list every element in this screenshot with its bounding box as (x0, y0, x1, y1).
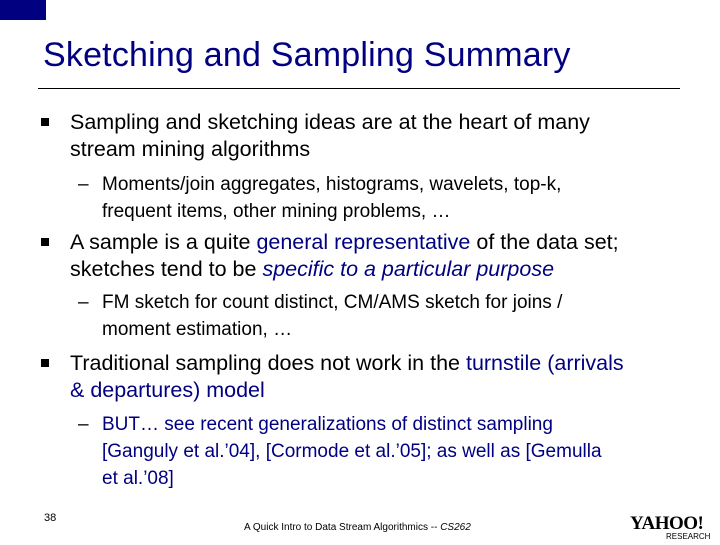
bullet-2-line-2 (70, 256, 710, 283)
sub-3-line-3: et al.’08] (102, 468, 174, 489)
square-bullet-icon (41, 359, 49, 367)
title-divider (38, 88, 680, 89)
page-number: 38 (44, 512, 57, 524)
bullet-2-text-c: sketches tend to be (70, 257, 263, 281)
bullet-2-text-a: A sample is a quite (70, 230, 257, 254)
sub-item-3 (78, 411, 702, 492)
highlight-specific-purpose: specific to a particular purpose (262, 257, 555, 281)
sub-1-line-2: frequent items, other mining problems, … (102, 201, 451, 222)
sub-2-line-2: moment estimation, … (102, 319, 293, 340)
bullet-3-text-a: Traditional sampling does not work in the (70, 351, 466, 375)
sub-3-line-2: [Ganguly et al.’04], [Cormode et al.’05]; as well as [Gemulla (102, 441, 602, 462)
sub-1-line-1: Moments/join aggregates, histograms, wavelets, top-k, (102, 174, 562, 195)
bullet-item-3 (70, 350, 710, 404)
footer-caption (244, 522, 471, 533)
sub-item-2 (78, 289, 702, 343)
dash-bullet-icon: – (78, 414, 89, 435)
bullet-1-line-2: stream mining algorithms (70, 137, 311, 161)
yahoo-research-logo (628, 512, 720, 540)
highlight-turnstile: turnstile (arrivals (465, 351, 624, 375)
bullet-2-text-b: of the data set; (470, 230, 619, 254)
sub-item-1 (78, 171, 702, 225)
square-bullet-icon (41, 118, 49, 126)
slide-title: Sketching and Sampling Summary (43, 36, 571, 74)
bullet-item-2 (70, 229, 710, 283)
bullet-3-line-1 (70, 350, 710, 377)
svg-text:RESEARCH: RESEARCH (666, 532, 711, 540)
dash-bullet-icon: – (78, 292, 89, 313)
bullet-item-1 (70, 109, 710, 163)
bullet-1-line-1: Sampling and sketching ideas are at the heart of many (70, 110, 590, 134)
footer-course: CS262 (440, 522, 471, 533)
square-bullet-icon (41, 238, 49, 246)
sub-2-line-1: FM sketch for count distinct, CM/AMS sketch for joins / (102, 292, 563, 313)
dash-bullet-icon: – (78, 174, 89, 195)
footer-text: A Quick Intro to Data Stream Algorithmics -- (244, 522, 441, 533)
svg-text:YAHOO!: YAHOO! (630, 513, 704, 534)
bullet-2-line-1 (70, 229, 710, 256)
highlight-general-representative: general representative (256, 230, 471, 254)
corner-accent-square (0, 0, 46, 20)
logo-graphic (628, 512, 720, 540)
highlight-departures-model: & departures) model (70, 378, 265, 402)
sub-3-line-1: BUT… see recent generalizations of distinct sampling (102, 414, 553, 435)
